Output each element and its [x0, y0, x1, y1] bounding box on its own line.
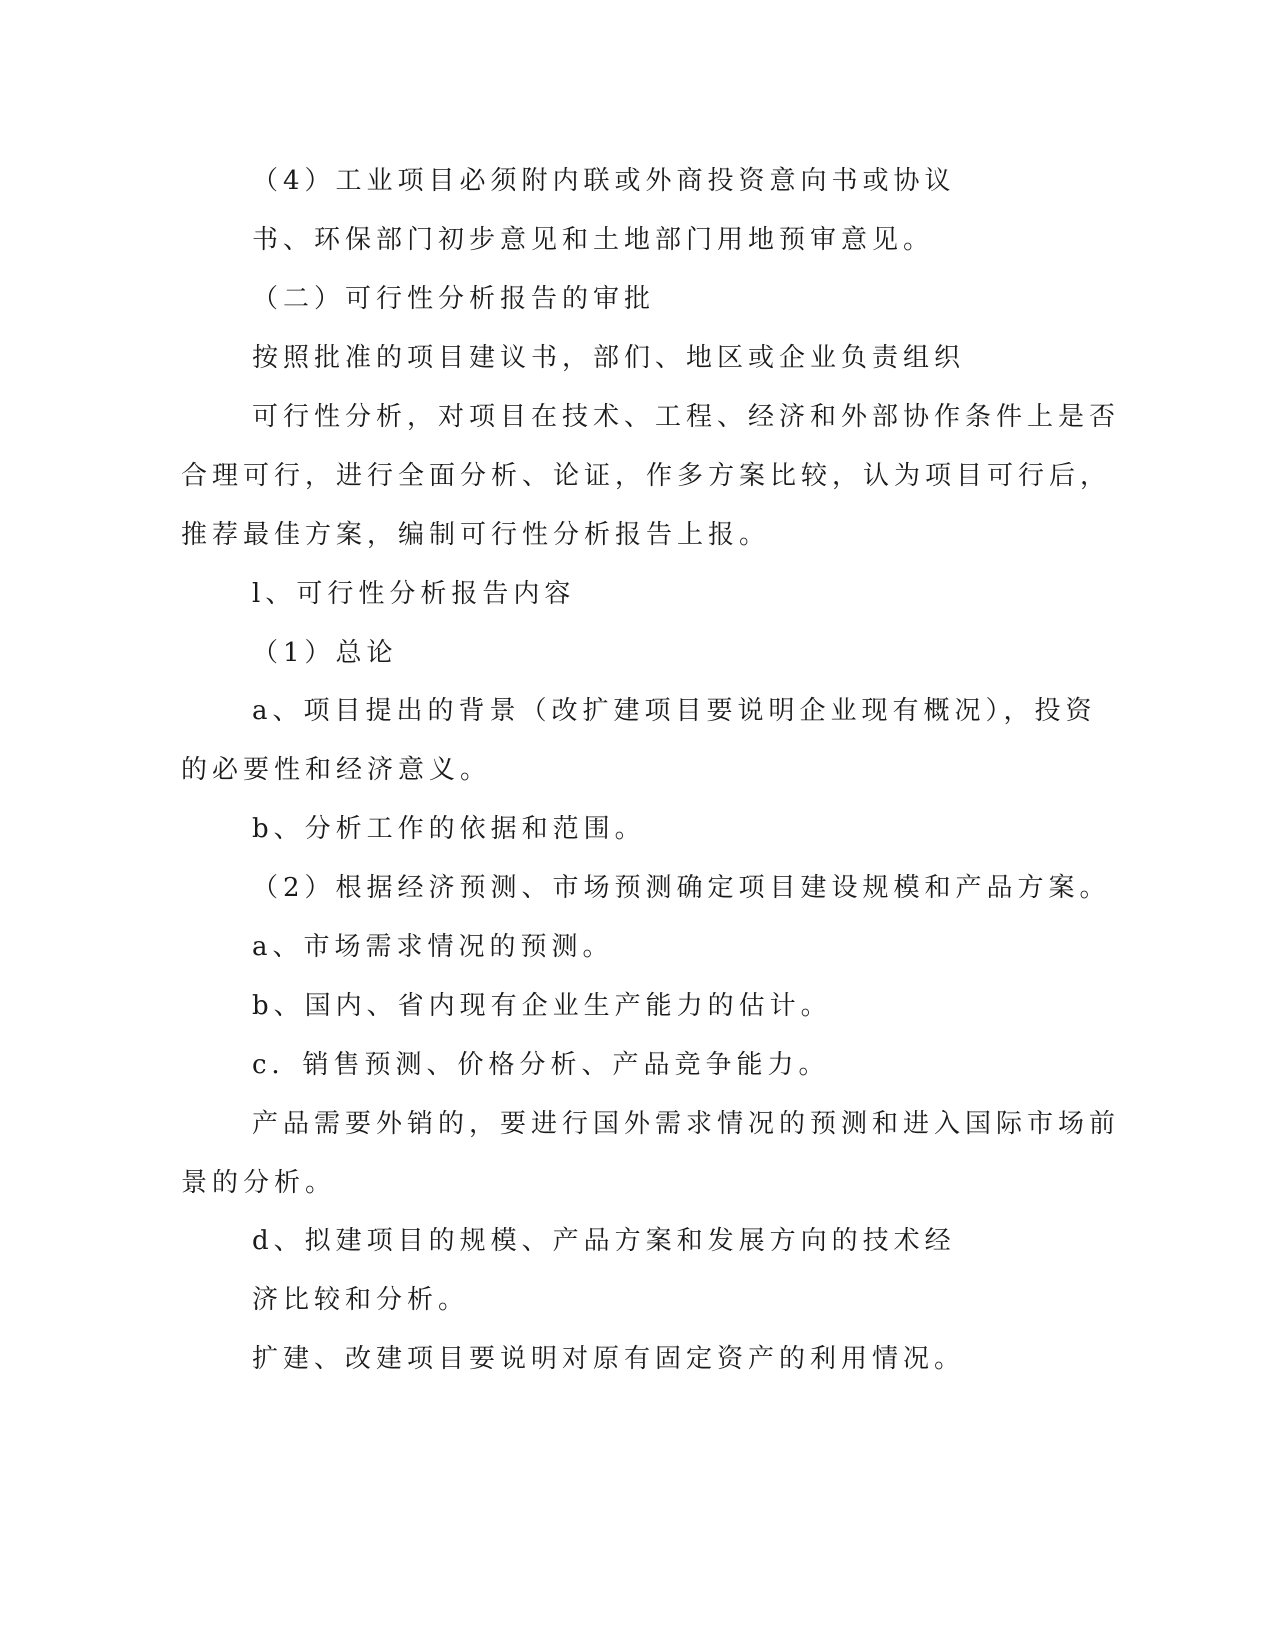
text-line: 济比较和分析。 [252, 1285, 470, 1315]
text-line: 可行性分析，对项目在技术、工程、经济和外部协作条件上是否 [252, 402, 1121, 432]
text-line: b、国内、省内现有企业生产能力的估计。 [252, 991, 832, 1021]
text-line: 推荐最佳方案，编制可行性分析报告上报。 [181, 520, 771, 550]
text-line: b、分析工作的依据和范围。 [252, 814, 646, 844]
text-line: a、市场需求情况的预测。 [252, 932, 614, 962]
text-line: 的必要性和经济意义。 [181, 755, 492, 785]
text-line: 书、环保部门初步意见和土地部门用地预审意见。 [252, 225, 935, 255]
section-heading: （2）根据经济预测、市场预测确定项目建设规模和产品方案。 [252, 873, 1111, 903]
section-heading: （1）总论 [252, 638, 398, 668]
text-line: 合理可行，进行全面分析、论证，作多方案比较，认为项目可行后， [181, 461, 1112, 491]
text-line: a、项目提出的背景（改扩建项目要说明企业现有概况），投资 [252, 696, 1097, 726]
text-line: c．销售预测、价格分析、产品竞争能力。 [252, 1050, 830, 1080]
text-line: 按照批准的项目建议书，部们、地区或企业负责组织 [252, 343, 966, 373]
text-line: 产品需要外销的，要进行国外需求情况的预测和进入国际市场前 [252, 1109, 1121, 1139]
text-line: 景的分析。 [181, 1168, 337, 1198]
text-line: d、拟建项目的规模、产品方案和发展方向的技术经 [252, 1226, 956, 1256]
text-line: （4）工业项目必须附内联或外商投资意向书或协议 [252, 166, 956, 196]
text-line: 扩建、改建项目要说明对原有固定资产的利用情况。 [252, 1344, 966, 1374]
section-heading: （二）可行性分析报告的审批 [252, 284, 656, 314]
section-heading: l、可行性分析报告内容 [252, 579, 576, 609]
